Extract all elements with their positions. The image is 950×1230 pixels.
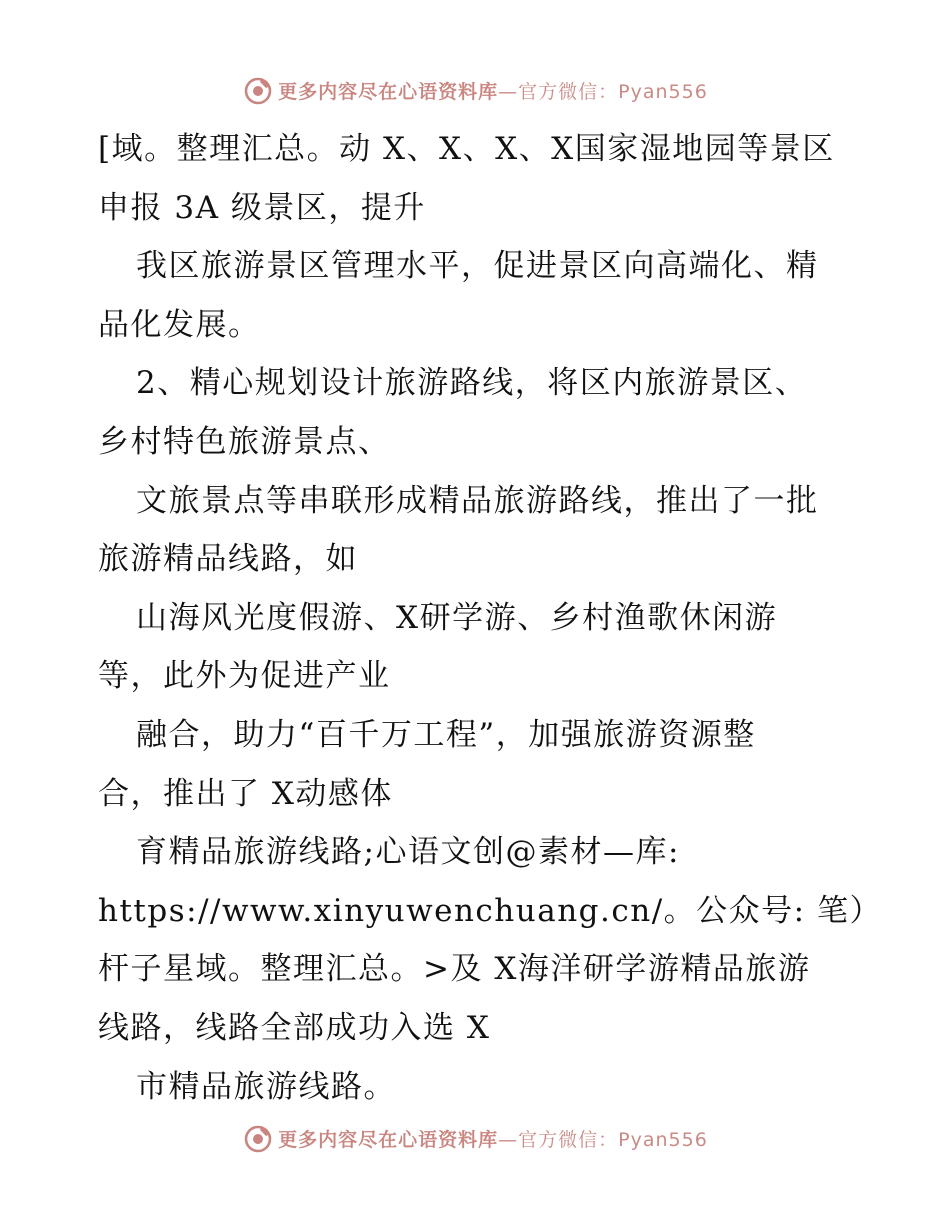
body-line: 线路，线路全部成功入选 X: [98, 1009, 491, 1046]
body-line: 育精品旅游线路;心语文创@素材—库:: [136, 834, 680, 871]
footer-brand-text: [278, 1125, 708, 1152]
footer-brand-tail: 官方微信：Pyan556: [518, 1128, 708, 1151]
body-line: 申报 3A 级景区，提升: [98, 189, 426, 226]
body-line: https://www.xinyuwenchuang.cn/。公众号: 笔）: [98, 892, 882, 929]
body-line: 杆子星域。整理汇总。>及 X海洋研学游精品旅游: [98, 951, 811, 988]
header-brand-dash: —: [498, 80, 519, 103]
body-line: 合，推出了 X动感体: [98, 775, 393, 812]
header-brand-tail: 官方微信：Pyan556: [518, 80, 708, 103]
header-brand-main: 更多内容尽在心语资料库: [278, 80, 499, 103]
body-line: 市精品旅游线路。: [136, 1068, 396, 1105]
body-line: [域。整理汇总。动 X、X、X、X国家湿地园等景区: [98, 131, 835, 167]
brand-logo-icon: [242, 1122, 274, 1154]
document-body: [98, 120, 882, 1116]
body-line: 旅游精品线路，如: [98, 541, 358, 578]
footer-brand-dash: —: [498, 1128, 519, 1151]
body-line: 等，此外为促进产业: [98, 658, 391, 695]
body-line: 融合，助力“百千万工程”，加强旅游资源整: [136, 716, 756, 753]
body-line: 山海风光度假游、X研学游、乡村渔歌休闲游: [136, 599, 778, 636]
body-line: 乡村特色旅游景点、: [98, 423, 391, 460]
footer-banner: [0, 1118, 950, 1158]
body-line: 我区旅游景区管理水平，促进景区向高端化、精: [136, 248, 819, 285]
body-line: 2、精心规划设计旅游路线，将区内旅游景区、: [136, 365, 808, 402]
brand-logo-icon: [242, 74, 274, 106]
header-brand-text: [278, 77, 708, 104]
body-line: 文旅景点等串联形成精品旅游路线，推出了一批: [136, 482, 819, 519]
footer-brand-main: 更多内容尽在心语资料库: [278, 1128, 499, 1151]
body-line: 品化发展。: [98, 306, 261, 343]
header-banner: [0, 70, 950, 110]
